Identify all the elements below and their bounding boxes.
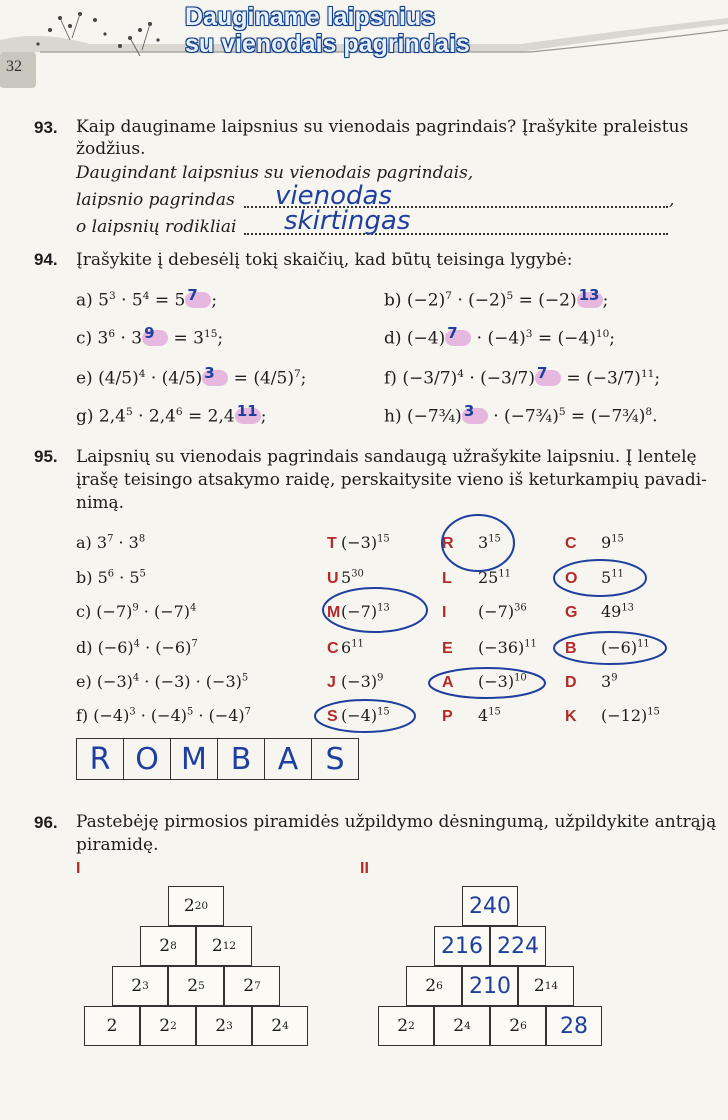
exercise-93-text-line-2: žodžius.: [76, 139, 146, 159]
option-letter: R: [442, 535, 454, 552]
circle-option-M: [323, 588, 427, 632]
pyramid-cell: 2 3: [196, 1006, 252, 1046]
option-value: (−4): [341, 706, 378, 725]
circle-option-S: [315, 700, 415, 732]
exercise-95-text-line-3: nimą.: [76, 493, 125, 513]
option-exponent: 15: [377, 706, 390, 718]
answer-cloud: 7: [535, 370, 561, 386]
option-value: 25: [478, 568, 499, 587]
option-value: 3: [601, 672, 612, 691]
pyramid-cell: 2 2: [378, 1006, 434, 1046]
exercise-95-text-line-2: įrašę teisingo atsakymo raidę, perskaitysite vieno iš keturkampių pavadi-: [76, 470, 707, 490]
pyramid-cell[interactable]: 2 8: [546, 1006, 602, 1046]
equation-d: d) (−4) 7 · $(-4)^3 = (-4)^{10}$;: [384, 323, 616, 349]
option-value: (−3): [341, 533, 378, 552]
answer-cell[interactable]: S: [312, 738, 359, 780]
task-a: a) $3^7 \cdot 3^8$: [76, 533, 146, 552]
pyramid-cell[interactable]: 2 40: [462, 886, 518, 926]
answer-cell[interactable]: O: [124, 738, 171, 780]
exercise-93-number: 93.: [34, 118, 58, 137]
option-exponent: 15: [377, 533, 390, 545]
pyramid-cell: 2 4: [434, 1006, 490, 1046]
option-value: (−36): [478, 638, 525, 657]
pyramid-cell: 2 5: [168, 966, 224, 1006]
option-letter: T: [327, 535, 337, 552]
option-letter: G: [565, 604, 578, 621]
option-letter: L: [442, 570, 452, 587]
pyramid-cell[interactable]: 2 16: [434, 926, 490, 966]
pyramid-cell: 2 6: [406, 966, 462, 1006]
pyramid-cell: 2 2: [140, 1006, 196, 1046]
circle-option-A: [429, 668, 545, 698]
pyramid-cell: 2 4: [252, 1006, 308, 1046]
option-exponent: 11: [524, 638, 537, 650]
option-value: 9: [601, 533, 612, 552]
equation-b: b) $(-2)^7 \cdot (-2)^5 = (-2)$ 13 ;: [384, 285, 609, 311]
option-exponent: 11: [637, 638, 650, 650]
exercise-93-comma: ,: [669, 190, 675, 210]
option-letter: K: [565, 708, 577, 725]
pyramid-cell: 2 14: [518, 966, 574, 1006]
task-d: d) $(-6)^4 \cdot (-6)^7$: [76, 638, 198, 657]
exercise-96-text-line-1: Pastebėję pirmosios piramidės užpildymo dėsningumą, užpildykite antrąją: [76, 812, 717, 832]
pyramid-2-label: II: [360, 860, 369, 877]
exercise-95-text-line-1: Laipsnių su vienodais pagrindais sandaugą užrašykite laipsniu. Į lentelę: [76, 447, 697, 467]
exercise-93-text-line-1: Kaip dauginame laipsnius su vienodais pagrindais? Įrašykite praleistus: [76, 117, 689, 137]
option-value: 3: [478, 533, 489, 552]
option-exponent: 11: [351, 638, 364, 650]
page-number: 32: [6, 58, 22, 75]
option-value: 4: [478, 706, 489, 725]
equation-h: h) (−7¾) 3 · (−7¾)$^5$ = (−7¾)$^8$.: [384, 401, 658, 427]
pyramid-cell: 2: [84, 1006, 140, 1046]
exercise-96-number: 96.: [34, 813, 58, 832]
option-exponent: 30: [351, 568, 364, 580]
answer-table: [76, 738, 359, 780]
exercise-93-line-1: Daugindant laipsnius su vienodais pagrindais,: [76, 163, 474, 183]
answer-cloud: 7: [445, 330, 471, 346]
option-letter: I: [442, 604, 447, 621]
option-letter: C: [327, 640, 339, 657]
option-letter: O: [565, 570, 578, 587]
option-exponent: 13: [621, 602, 634, 614]
option-letter: J: [327, 674, 336, 691]
option-exponent: 9: [611, 672, 618, 684]
handwritten-answer-exponent: skirtingas: [284, 206, 411, 236]
option-letter: P: [442, 708, 453, 725]
answer-cloud: 11: [235, 408, 261, 424]
option-value: 5: [341, 568, 352, 587]
pyramid-cell: 2 3: [112, 966, 168, 1006]
option-value: (−12): [601, 706, 648, 725]
pyramid-cell[interactable]: 2 24: [490, 926, 546, 966]
equation-g: g) $2,4^5 \cdot 2,4^6 = 2,4$ 11 ;: [76, 401, 267, 427]
pyramid-1-label: I: [76, 860, 81, 877]
circle-option-O: [554, 560, 646, 596]
circle-option-R: [442, 515, 514, 571]
pyramid-cell: 2 8: [140, 926, 196, 966]
option-value: 5: [601, 568, 612, 587]
option-letter: A: [442, 674, 454, 691]
equation-e: e) $(4/5)^4 \cdot (4/5)$ 3 = $(4/5)^7$;: [76, 363, 307, 389]
option-value: (−7): [341, 602, 378, 621]
chapter-title-line-2: su vienodais pagrindais: [185, 30, 470, 58]
option-value: (−7): [478, 602, 515, 621]
option-letter: B: [565, 640, 577, 657]
task-b: b) $5^6 \cdot 5^5$: [76, 568, 146, 587]
exercise-94-number: 94.: [34, 250, 58, 269]
option-letter: U: [327, 570, 339, 587]
exercise-95-number: 95.: [34, 447, 58, 466]
pyramid-cell: 2 12: [196, 926, 252, 966]
option-letter: M: [327, 604, 341, 621]
equation-f: f) $(-3/7)^4 \cdot (-3/7)$ 7 = $(-3/7)^{11}$;: [384, 363, 661, 389]
equation-a: a) $5^3 \cdot 5^4 = 5$ 7 ;: [76, 285, 218, 311]
option-letter: D: [565, 674, 577, 691]
exercise-93-base-label: laipsnio pagrindas: [76, 190, 235, 210]
pyramid-cell: 2 20: [168, 886, 224, 926]
option-exponent: 10: [514, 672, 527, 684]
option-exponent: 15: [647, 706, 660, 718]
circle-option-B: [554, 632, 666, 664]
option-value: (−3): [478, 672, 515, 691]
exercise-94-text: Įrašykite į debesėlį tokį skaičių, kad būtų teisinga lygybė:: [76, 250, 573, 270]
equation-c: c) $3^6 \cdot 3$ 9 = $3^{15}$;: [76, 323, 224, 349]
answer-cell[interactable]: R: [76, 738, 124, 780]
task-c: c) $(-7)^9 \cdot (-7)^4$: [76, 602, 197, 621]
answer-cloud: 9: [142, 330, 168, 346]
option-exponent: 11: [498, 568, 511, 580]
option-value: 6: [341, 638, 352, 657]
option-value: 49: [601, 602, 622, 621]
answer-cloud: 13: [577, 292, 603, 308]
option-letter: C: [565, 535, 577, 552]
option-letter: S: [327, 708, 338, 725]
option-value: (−3): [341, 672, 378, 691]
option-letter: E: [442, 640, 453, 657]
handwritten-answer-base: vienodas: [275, 181, 392, 211]
option-exponent: 15: [488, 706, 501, 718]
option-exponent: 15: [488, 533, 501, 545]
option-exponent: 11: [611, 568, 624, 580]
pyramid-cell[interactable]: 2 10: [462, 966, 518, 1006]
option-value: (−6): [601, 638, 638, 657]
answer-cell[interactable]: B: [218, 738, 265, 780]
option-exponent: 9: [377, 672, 384, 684]
pyramid-cell: 2 7: [224, 966, 280, 1006]
option-exponent: 36: [514, 602, 527, 614]
answer-cell[interactable]: M: [171, 738, 218, 780]
task-e: e) $(-3)^4 \cdot (-3) \cdot (-3)^5$: [76, 672, 249, 691]
exercise-96-text-line-2: piramidę.: [76, 835, 159, 855]
answer-cell[interactable]: A: [265, 738, 312, 780]
option-exponent: 15: [611, 533, 624, 545]
task-f: f) $(-4)^3 \cdot (-4)^5 \cdot (-4)^7$: [76, 706, 251, 725]
pyramid-cell: 2 6: [490, 1006, 546, 1046]
answer-cloud: 7: [185, 292, 211, 308]
option-exponent: 13: [377, 602, 390, 614]
answer-cloud: 3: [202, 370, 228, 386]
answer-cloud: 3: [462, 408, 488, 424]
chapter-title-line-1: Dauginame laipsnius: [185, 3, 436, 31]
exercise-93-exponent-label: o laipsnių rodikliai: [76, 217, 237, 237]
